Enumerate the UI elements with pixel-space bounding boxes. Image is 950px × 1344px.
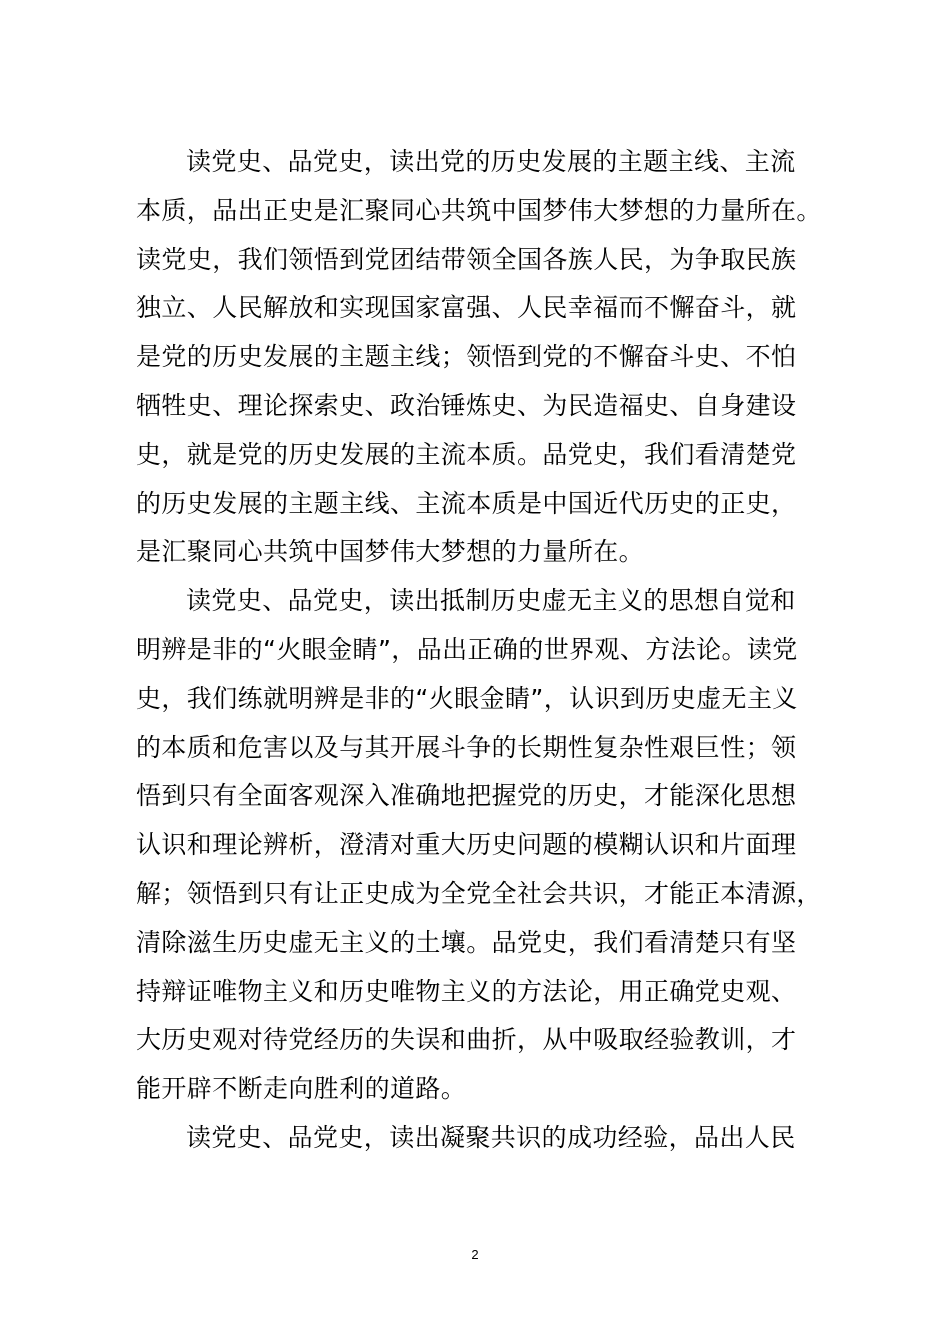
paragraph-first-line: 读党史、品党史，读出凝聚共识的成功经验，品出人民 <box>186 1122 796 1152</box>
paragraph-first-line: 读党史、品党史，读出党的历史发展的主题主线、主流 <box>186 147 796 176</box>
text-line: 解；领悟到只有让正史成为全党全社会共识，才能正本清源， <box>136 878 822 908</box>
text-line: 的历史发展的主题主线、主流本质是中国近代历史的正史， <box>136 488 797 518</box>
text-line: 史，我们练就明辨是非的“火眼金睛”，认识到历史虚无主义 <box>136 683 798 713</box>
paragraph-first-line: 读党史、品党史，读出抵制历史虚无主义的思想自觉和 <box>186 586 796 616</box>
text-line: 持辩证唯物主义和历史唯物主义的方法论，用正确党史观、 <box>136 976 797 1006</box>
text-line: 本质，品出正史是汇聚同心共筑中国梦伟大梦想的力量所在。 <box>136 195 822 225</box>
text-line: 是党的历史发展的主题主线；领悟到党的不懈奋斗史、不怕 <box>136 342 797 372</box>
text-line: 悟到只有全面客观深入准确地把握党的历史，才能深化思想 <box>136 781 797 811</box>
text-line: 清除滋生历史虚无主义的土壤。品党史，我们看清楚只有坚 <box>136 927 797 957</box>
page-number: 2 <box>471 1247 479 1262</box>
text-line: 大历史观对待党经历的失误和曲折，从中吸取经验教训，才 <box>136 1025 797 1055</box>
text-line: 牺牲史、理论探索史、政治锤炼史、为民造福史、自身建设 <box>136 390 797 420</box>
text-line: 读党史，我们领悟到党团结带领全国各族人民，为争取民族 <box>136 244 797 274</box>
text-line: 史，就是党的历史发展的主流本质。品党史，我们看清楚党 <box>136 439 797 469</box>
text-line: 是汇聚同心共筑中国梦伟大梦想的力量所在。 <box>136 537 645 567</box>
document-body <box>136 138 826 1163</box>
text-line: 的本质和危害以及与其开展斗争的长期性复杂性艰巨性；领 <box>136 732 797 762</box>
text-line: 独立、人民解放和实现国家富强、人民幸福而不懈奋斗，就 <box>136 293 797 323</box>
text-line: 认识和理论辨析，澄清对重大历史问题的模糊认识和片面理 <box>136 830 797 860</box>
text-line: 能开辟不断走向胜利的道路。 <box>136 1074 467 1104</box>
text-line: 明辨是非的“火眼金睛”，品出正确的世界观、方法论。读党 <box>136 634 798 664</box>
